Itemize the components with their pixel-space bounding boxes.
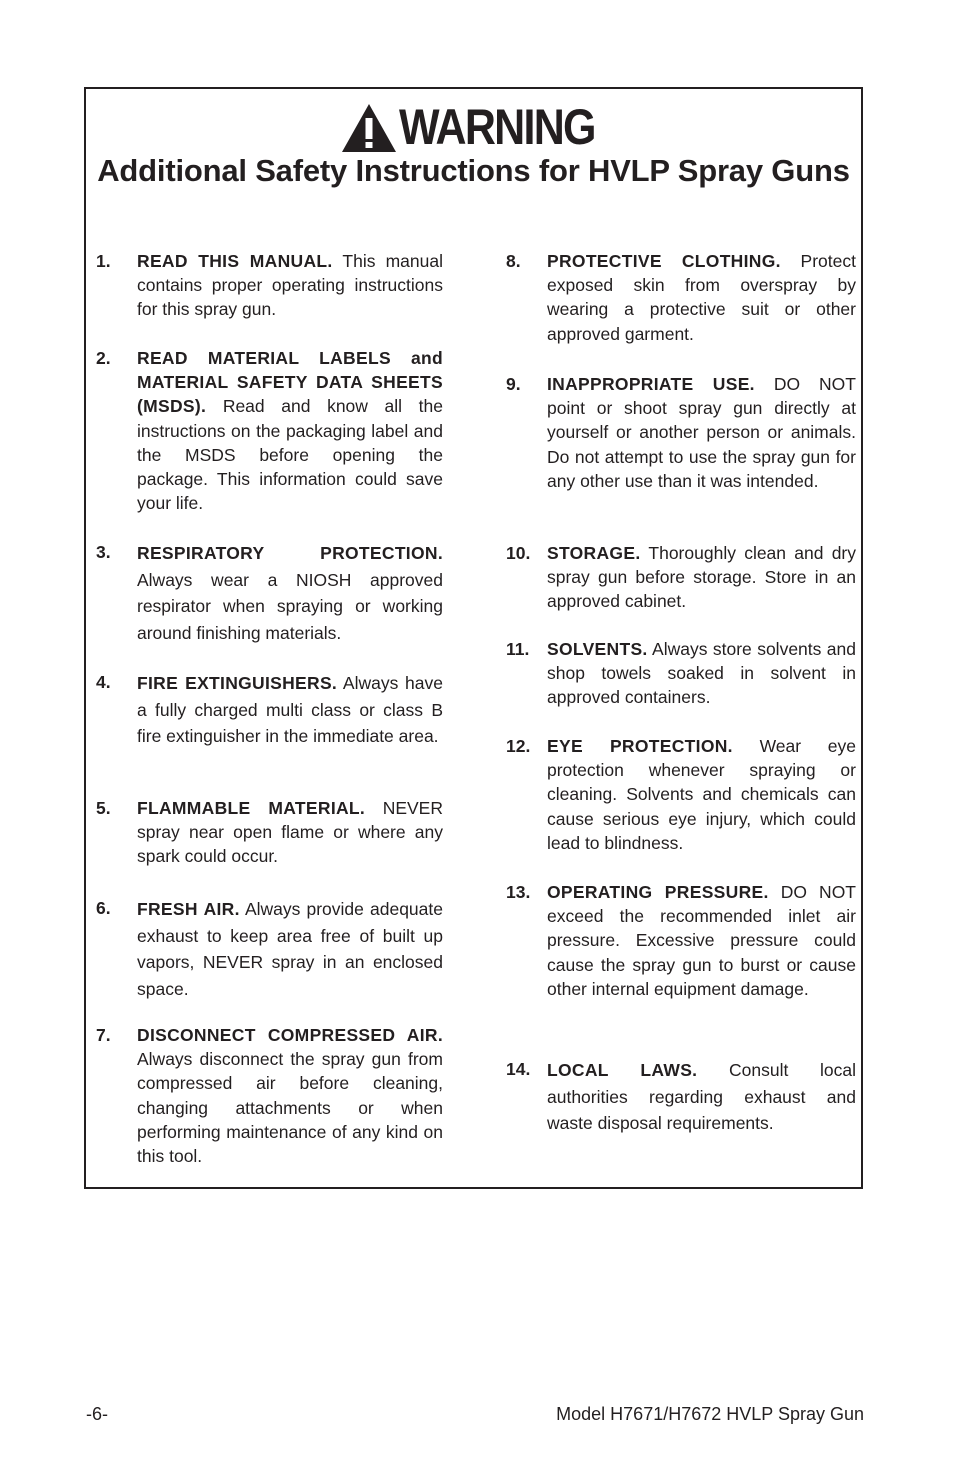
item-number: 4. xyxy=(96,672,111,692)
warning-title: WARNING xyxy=(398,99,595,155)
item-heading: RESPIRATORY PROTECTION. xyxy=(137,543,443,563)
item-text: Always have a fully charged multi class or class B fire extinguisher in the immediate area. xyxy=(137,673,444,746)
item-heading: SOLVENTS. xyxy=(547,639,648,659)
item-text: Wear eye protection whenever spraying or cleaning. Solvents and chemicals can cause serious eye injury, which could lead to blindness. xyxy=(547,736,856,853)
item-number: 11. xyxy=(506,639,530,659)
item-heading: READ THIS MANUAL. xyxy=(137,251,333,271)
page-number: -6- xyxy=(86,1404,108,1424)
item-number: 8. xyxy=(506,251,521,271)
safety-item-1 xyxy=(96,249,443,322)
safety-item-5 xyxy=(96,796,443,869)
item-text: This manual contains proper operating instructions for this spray gun. xyxy=(137,251,443,320)
page-subtitle: Additional Safety Instructions for HVLP Spray Guns xyxy=(97,153,850,188)
item-number: 5. xyxy=(96,798,111,818)
safety-item-7 xyxy=(96,1023,443,1168)
item-number: 6. xyxy=(96,898,111,918)
item-heading: LOCAL LAWS. xyxy=(547,1060,698,1080)
item-number: 14. xyxy=(506,1059,531,1079)
item-text: Read and know all the instructions on the packaging label and the MSDS before opening the package. This information could save your life. xyxy=(137,396,443,514)
safety-item-11 xyxy=(506,637,856,710)
item-number: 7. xyxy=(96,1025,111,1045)
safety-item-2 xyxy=(96,346,443,515)
safety-item-3 xyxy=(96,540,443,646)
item-text: Always store solvents and shop towels soaked in solvent in approved containers. xyxy=(547,639,856,708)
safety-item-14 xyxy=(506,1057,856,1137)
model-footer: Model H7671/H7672 HVLP Spray Gun xyxy=(556,1404,864,1424)
item-text: Always provide adequate exhaust to keep area free of built up vapors, NEVER spray in an enclosed space. xyxy=(137,899,443,999)
safety-item-12 xyxy=(506,734,856,855)
warning-triangle-icon xyxy=(341,103,397,153)
item-heading: EYE PROTECTION. xyxy=(547,736,733,756)
item-number: 9. xyxy=(506,374,521,394)
item-heading: FRESH AIR. xyxy=(137,899,240,919)
warning-header xyxy=(86,99,861,155)
safety-item-6 xyxy=(96,896,443,1002)
item-text: Consult local authorities regarding exhaust and waste disposal requirements. xyxy=(547,1060,856,1133)
warning-box xyxy=(84,87,863,1189)
item-heading: READ MATERIAL LABELS and MATERIAL SAFETY DATA SHEETS (MSDS). xyxy=(137,348,443,417)
safety-item-4 xyxy=(96,670,443,750)
item-text: Thoroughly clean and dry spray gun before storage. Store in an approved cabinet. xyxy=(547,543,857,612)
item-heading: OPERATING PRESSURE. xyxy=(547,882,769,902)
safety-item-13 xyxy=(506,880,856,1001)
item-heading: DISCONNECT COMPRESSED AIR. xyxy=(137,1025,443,1045)
safety-item-9 xyxy=(506,372,856,493)
item-text: DO NOT exceed the recommended inlet air pressure. Excessive pressure could cause the spray gun to burst or cause other internal equipment damage. xyxy=(547,882,856,999)
item-number: 12. xyxy=(506,736,531,756)
item-text: Protect exposed skin from overspray by wearing a protective suit or other approved garment. xyxy=(547,251,856,344)
item-text: Always wear a NIOSH approved respirator when spraying or working around finishing materials. xyxy=(137,569,443,643)
item-heading: STORAGE. xyxy=(547,543,641,563)
item-heading: PROTECTIVE CLOTHING. xyxy=(547,251,781,271)
item-heading: FIRE EXTINGUISHERS. xyxy=(137,673,338,693)
item-number: 2. xyxy=(96,348,111,368)
item-number: 13. xyxy=(506,882,531,902)
item-text: Always disconnect the spray gun from compressed air before cleaning, changing attachments or when performing maintenance of any kind on this tool. xyxy=(137,1049,443,1167)
safety-item-8 xyxy=(506,249,856,346)
item-number: 10. xyxy=(506,543,531,563)
item-number: 3. xyxy=(96,542,111,562)
item-heading: FLAMMABLE MATERIAL. xyxy=(137,798,366,818)
item-number: 1. xyxy=(96,251,111,271)
item-text: NEVER spray near open flame or where any spark could occur. xyxy=(137,798,443,867)
safety-item-10 xyxy=(506,541,856,614)
item-heading: INAPPROPRIATE USE. xyxy=(547,374,755,394)
item-text: DO NOT point or shoot spray gun directly at yourself or another person or animals. Do not attempt to use the spray gun for any other use than it was intended. xyxy=(547,374,856,491)
